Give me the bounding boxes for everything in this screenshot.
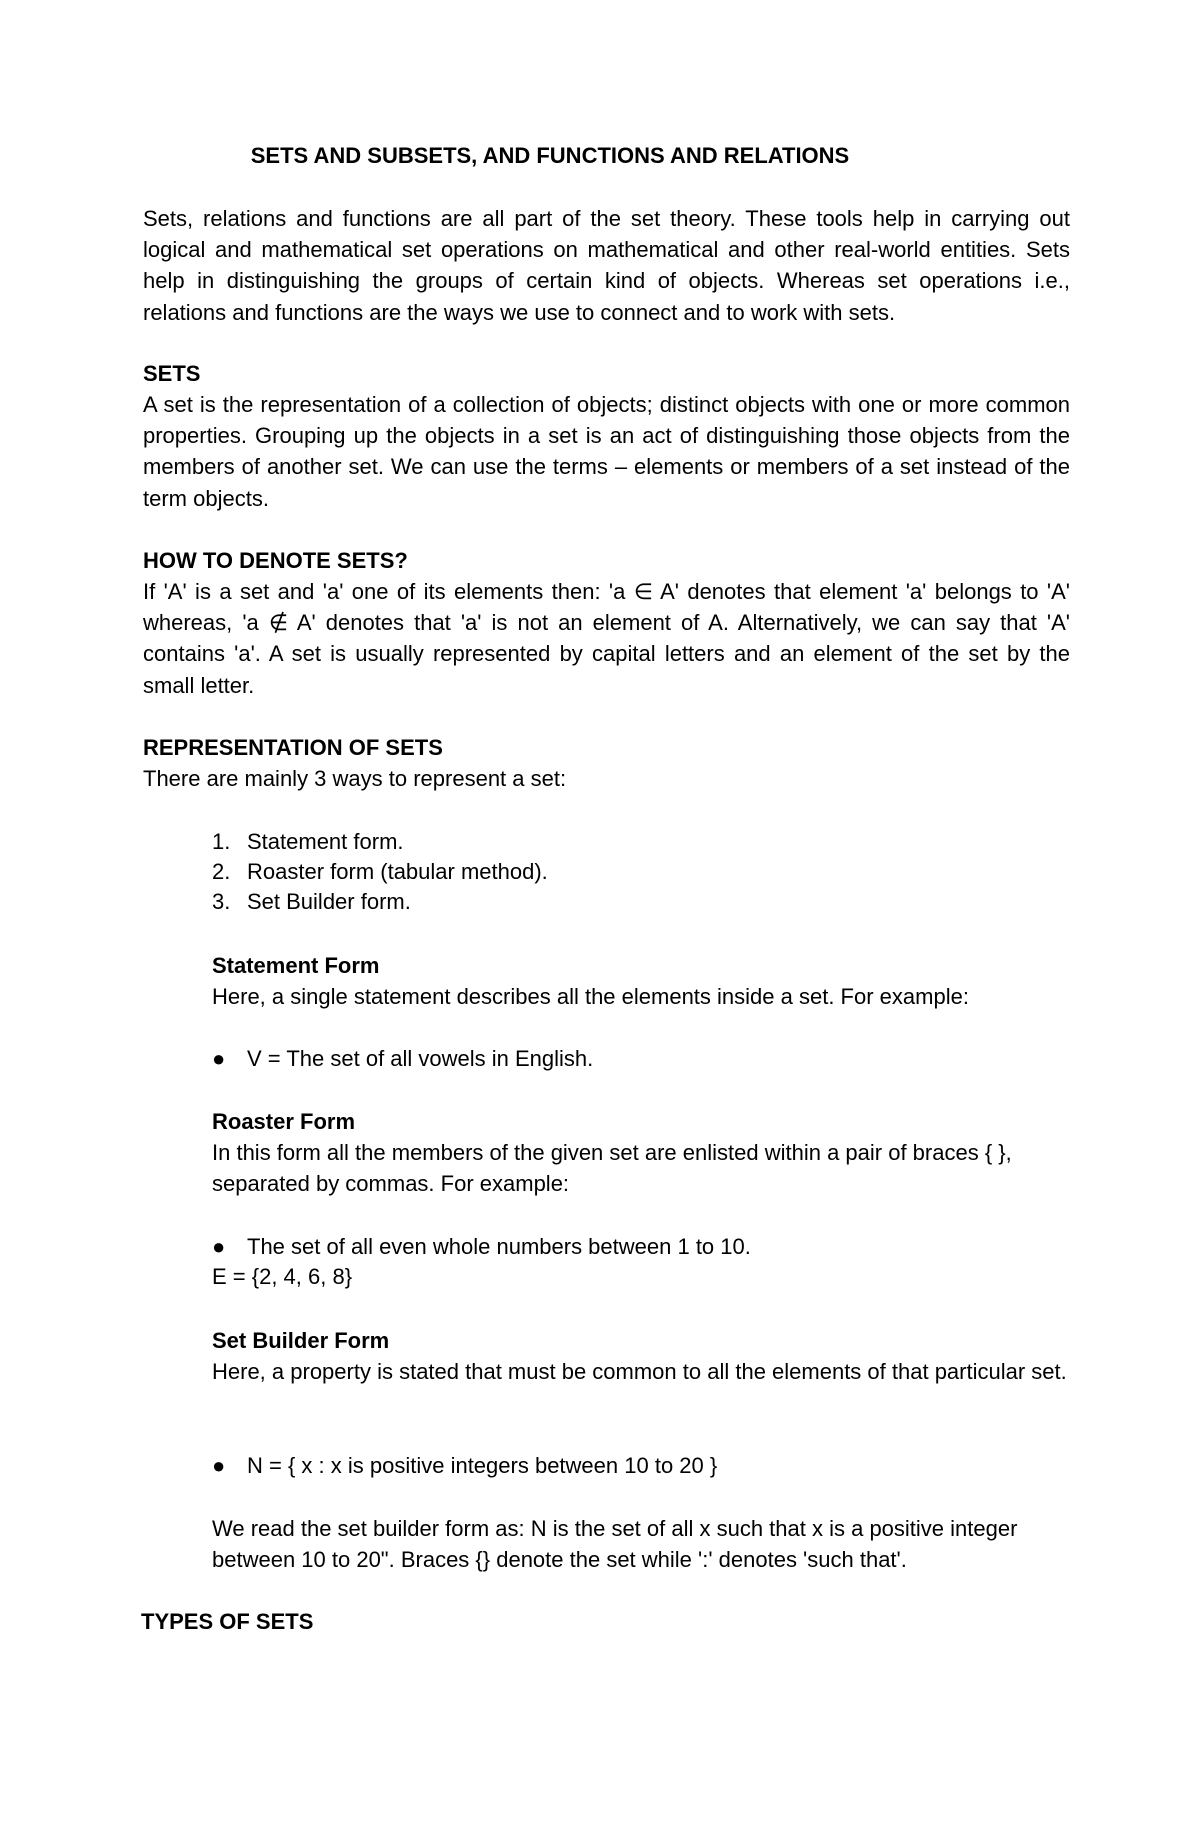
list-number: 3. (212, 889, 231, 914)
set-builder-explanation: We read the set builder form as: N is the set of all x such that x is a positive integer between 10 to 20". Braces {} denote the set while ':' denotes 'such that'. (212, 1516, 1018, 1572)
representation-intro: There are mainly 3 ways to represent a set: (143, 766, 567, 791)
list-number: 2. (212, 859, 231, 884)
roaster-form-example: E = {2, 4, 6, 8} (212, 1264, 353, 1289)
bullet-icon: ● (212, 1453, 226, 1478)
list-number: 1. (212, 829, 231, 854)
list-item: Statement form. (247, 829, 404, 854)
sets-heading: SETS (143, 361, 201, 386)
roaster-form-heading: Roaster Form (212, 1109, 356, 1134)
denote-heading: HOW TO DENOTE SETS? (143, 548, 408, 573)
set-builder-paragraph: Here, a property is stated that must be common to all the elements of that particular set. (212, 1359, 1067, 1384)
statement-form-heading: Statement Form (212, 953, 380, 978)
denote-paragraph: If 'A' is a set and 'a' one of its elements then: 'a ∈ A' denotes that element 'a' belongs to 'A' whereas, 'a ∉ A' denotes that 'a' is not an element of A. Alternatively, we can say that 'A' contains 'a'. A set is usually represented by capital letters and an element of the set by the small letter. (143, 579, 1070, 698)
intro-paragraph: Sets, relations and functions are all part of the set theory. These tools help in carrying out logical and mathematical set operations on mathematical and other real-world entities. Sets help in distinguishing the groups of certain kind of objects. Whereas set operations i.e., relations and functions are the ways we use to connect and to work with sets. (143, 206, 1070, 325)
representation-heading: REPRESENTATION OF SETS (143, 735, 443, 760)
page-title: SETS AND SUBSETS, AND FUNCTIONS AND RELATIONS (250, 143, 850, 168)
statement-form-bullet: V = The set of all vowels in English. (247, 1046, 594, 1071)
sets-paragraph: A set is the representation of a collection of objects; distinct objects with one or more common properties. Grouping up the objects in a set is an act of distinguishing those objects from the members of another set. We can use the terms – elements or members of a set instead of the term objects. (143, 392, 1070, 511)
bullet-icon: ● (212, 1234, 226, 1259)
roaster-form-bullet: The set of all even whole numbers between 1 to 10. (247, 1234, 751, 1259)
list-item: Set Builder form. (247, 889, 411, 914)
set-builder-bullet: N = { x : x is positive integers between 10 to 20 } (247, 1453, 718, 1478)
set-builder-heading: Set Builder Form (212, 1328, 390, 1353)
list-item: Roaster form (tabular method). (247, 859, 548, 884)
statement-form-paragraph: Here, a single statement describes all the elements inside a set. For example: (212, 984, 969, 1009)
bullet-icon: ● (212, 1046, 226, 1071)
roaster-form-paragraph: In this form all the members of the given set are enlisted within a pair of braces { }, separated by commas. For example: (212, 1140, 1012, 1196)
types-heading: TYPES OF SETS (141, 1609, 314, 1634)
